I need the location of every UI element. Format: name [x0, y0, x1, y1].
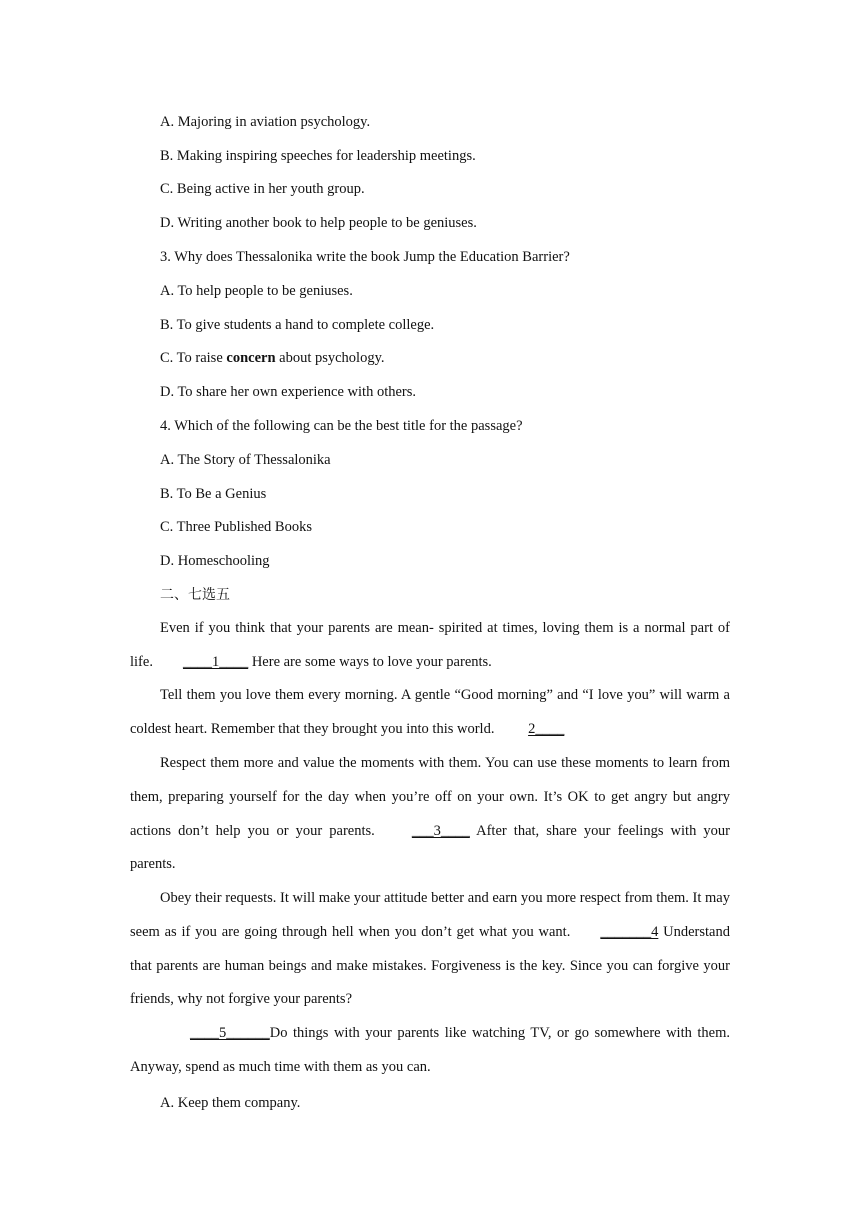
- q3-option-c-pre: C. To raise: [160, 350, 227, 366]
- q2-option-a: A. Majoring in aviation psychology.: [160, 114, 371, 130]
- p2-text-a: Tell them you love them every morning. A gentle “Good morning” and “I love you” will warm a coldest heart. Remember that they brought you into this world.: [130, 687, 730, 737]
- passage-paragraph-5: [130, 1017, 730, 1085]
- passage-paragraph-2: [130, 679, 730, 747]
- blank-4: _______4: [600, 923, 659, 940]
- p1-text-b: Here are some ways to love your parents.: [248, 653, 492, 670]
- blank-2: 2____: [528, 720, 565, 737]
- q2-option-b: B. Making inspiring speeches for leadership meetings.: [160, 148, 476, 164]
- p3-text-a: Respect them more and value the moments with them. You can use these moments to learn from them, preparing yourself for the day when you’re off on your own. It’s OK to get angry but angry actions don’t help you or your parents.: [130, 755, 730, 839]
- q3-option-c: [160, 348, 385, 368]
- p3-text-b: After that, share your feelings with your parents.: [130, 822, 730, 873]
- blank-3: ___3____: [411, 822, 470, 839]
- p4-text-b: Understand that parents are human beings and make mistakes. Forgiveness is the key. Since you can forgive your friends, why not forgive your parents?: [130, 923, 730, 1008]
- p1-text-a: Even if you think that your parents are mean- spirited at times, loving them is a normal part of life.: [130, 620, 730, 670]
- q4-option-b: B. To Be a Genius: [160, 486, 267, 502]
- passage-paragraph-1: [130, 612, 730, 680]
- q2-option-c: C. Being active in her youth group.: [160, 181, 365, 197]
- q3-option-a: A. To help people to be geniuses.: [160, 283, 353, 299]
- blank-5: ____5______: [190, 1025, 270, 1041]
- answer-option-a: A. Keep them company.: [160, 1095, 301, 1111]
- p5-text-a: Do things with your parents like watching TV, or go somewhere with them. Anyway, spend as much time with them as you can.: [130, 1025, 730, 1075]
- q3-option-d: D. To share her own experience with others.: [160, 384, 417, 400]
- q4-question: 4. Which of the following can be the best title for the passage?: [160, 418, 523, 434]
- q3-option-c-bold: concern: [226, 350, 276, 366]
- passage-paragraph-4: [130, 882, 730, 1017]
- q4-option-d: D. Homeschooling: [160, 553, 270, 569]
- blank-1: ____1____: [182, 653, 249, 670]
- passage-paragraph-3: [130, 747, 730, 882]
- q3-option-b: B. To give students a hand to complete college.: [160, 317, 435, 333]
- p4-text-a: Obey their requests. It will make your attitude better and earn you more respect from them. It may seem as if you are going through hell when you don’t get what you want.: [130, 890, 730, 940]
- q4-option-a: A. The Story of Thessalonika: [160, 452, 331, 468]
- section-heading: 二、七选五: [160, 587, 230, 603]
- q2-option-d: D. Writing another book to help people to be geniuses.: [160, 215, 477, 231]
- q4-option-c: C. Three Published Books: [160, 519, 312, 535]
- q3-question: 3. Why does Thessalonika write the book Jump the Education Barrier?: [160, 249, 570, 265]
- q3-option-c-post: about psychology.: [275, 350, 385, 366]
